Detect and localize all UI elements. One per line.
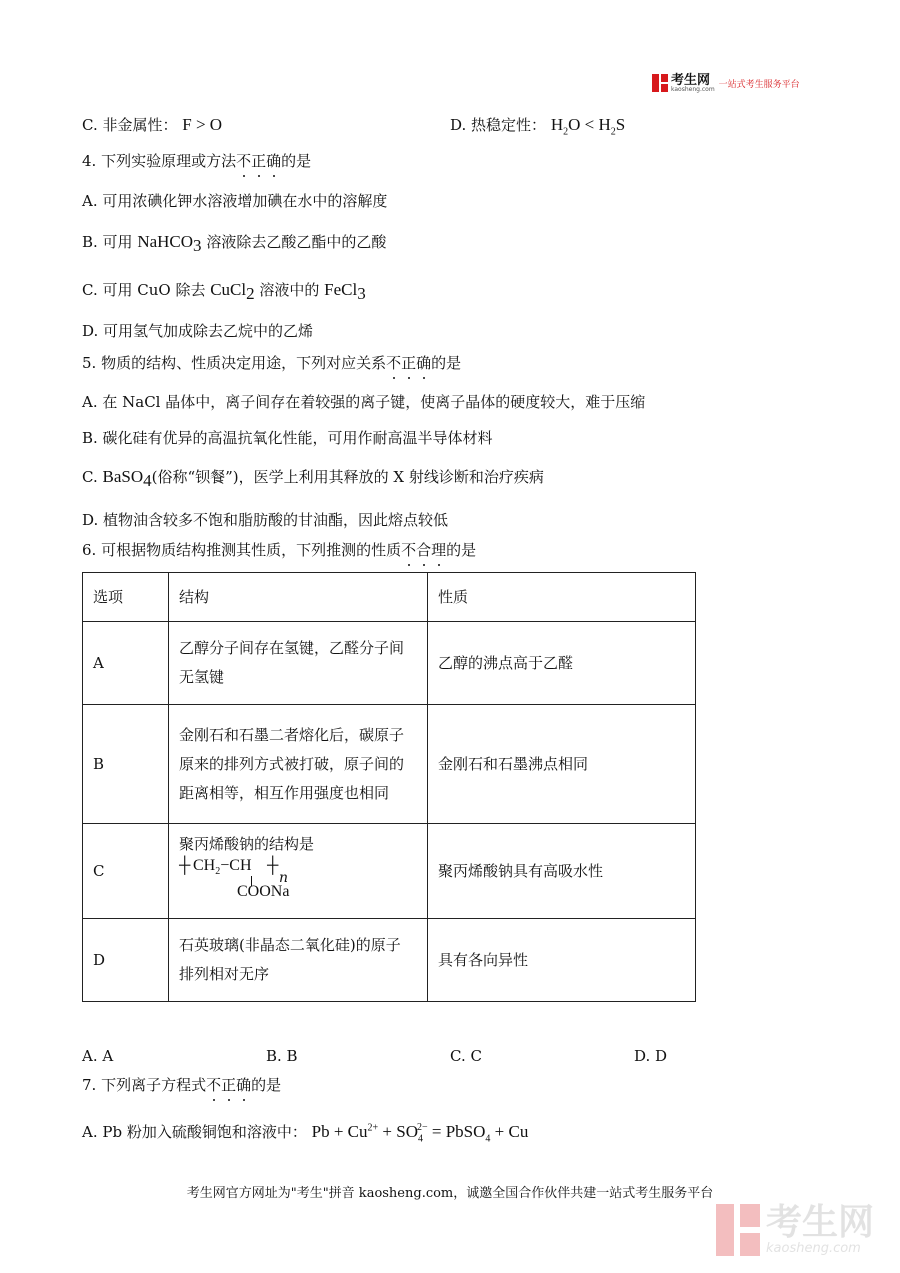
row-option: A [83,622,169,705]
table-row [83,824,696,919]
footer-text: 考生网官方网址为"考生"拼音 kaosheng.com，诚邀全国合作伙伴共建一站式考生服务平台 [186,1186,714,1201]
watermark-logo-icon [716,1204,760,1256]
table-row [83,919,696,1002]
q4-option-b: B. 可用 NaHCO$_3$ 溶液除去乙酸乙酯中的乙酸 [82,232,387,255]
row-structure: 乙醇分子间存在氢键，乙醛分子间 无氢键 [169,622,428,705]
row-option: B [83,705,169,824]
logo-slogan: 一站式考生服务平台 [718,79,800,90]
q6-choice-c: C. C [450,1047,482,1065]
table-header-property: 性质 [428,573,696,622]
q4-stem: 4. 下列实验原理或方法不正确的是 [82,152,312,170]
q4-option-d: D. 可用氢气加成除去乙烷中的乙烯 [82,322,314,340]
logo-icon [652,74,668,92]
q5-option-c: C. BaSO$_4$(俗称“钡餐”)，医学上利用其释放的 X 射线诊断和治疗疾病 [82,467,544,490]
q7-equation: $Pb + Cu^{2+} + SO_4^{2-}$ = PbSO$_4$ + Cu [311,1122,529,1145]
q3-c-formula: F > O [182,115,223,134]
logo-domain: kaosheng.com [671,85,715,93]
row-property: 金刚石和石墨沸点相同 [428,705,696,824]
q5-option-b: B. 碳化硅有优异的高温抗氧化性能，可用作耐高温半导体材料 [82,429,493,447]
q6-table [82,572,696,1002]
q7-stem: 7. 下列离子方程式不正确的是 [82,1076,282,1094]
table-row [83,705,696,824]
q7-option-a: A. Pb 粉加入硫酸铜饱和溶液中： $Pb + Cu^{2+} + SO_4^{2-}$ = PbSO$_4$ + Cu [82,1122,529,1145]
q3-option-d: D. 热稳定性： $H_2O < H_2S$ [450,115,626,138]
row-option: D [83,919,169,1002]
q6-choice-d: D. D [634,1047,668,1065]
q3-option-c: C. 非金属性： F > O [82,115,223,134]
q5-option-d: D. 植物油含较多不饱和脂肪酸的甘油酯，因此熔点较低 [82,511,449,529]
row-structure: 聚丙烯酸钠的结构是 ┼ $CH_2-CH$ ┼ n COONa [169,824,428,919]
table-header-structure: 结构 [169,573,428,622]
q6-choice-a: A. A [82,1047,114,1065]
logo-name: 考生网 [671,72,711,88]
table-header-row [83,573,696,622]
row-structure: 石英玻璃(非晶态二氧化硅)的原子 排列相对无序 [169,919,428,1002]
q4-option-a: A. 可用浓碘化钾水溶液增加碘在水中的溶解度 [82,192,388,210]
q5-stem: 5. 物质的结构、性质决定用途，下列对应关系不正确的是 [82,354,462,372]
row-option: C [83,824,169,919]
q6-choice-b: B. B [266,1047,298,1065]
q3-d-formula: $H_2O < H_2S$ [550,115,626,138]
row-structure: 金刚石和石墨二者熔化后，碳原子 原来的排列方式被打破，原子间的 距离相等，相互作用强度也相同 [169,705,428,824]
row-property: 乙醇的沸点高于乙醛 [428,622,696,705]
q5-option-a: A. 在 NaCl 晶体中，离子间存在着较强的离子键，使离子晶体的硬度较大，难于压缩 [82,393,646,411]
table-row [83,622,696,705]
watermark: 考生网 kaosheng.com [716,1204,874,1256]
row-property: 聚丙烯酸钠具有高吸水性 [428,824,696,919]
row-property: 具有各向异性 [428,919,696,1002]
header-logo [652,72,800,94]
table-header-option: 选项 [83,573,169,622]
q4-option-c: C. 可用 CuO 除去 CuCl$_2$ 溶液中的 FeCl$_3$ [82,280,366,303]
q6-stem: 6. 可根据物质结构推测其性质，下列推测的性质不合理的是 [82,541,477,559]
polymer-structure: ┼ $CH_2-CH$ ┼ n COONa [179,857,290,900]
